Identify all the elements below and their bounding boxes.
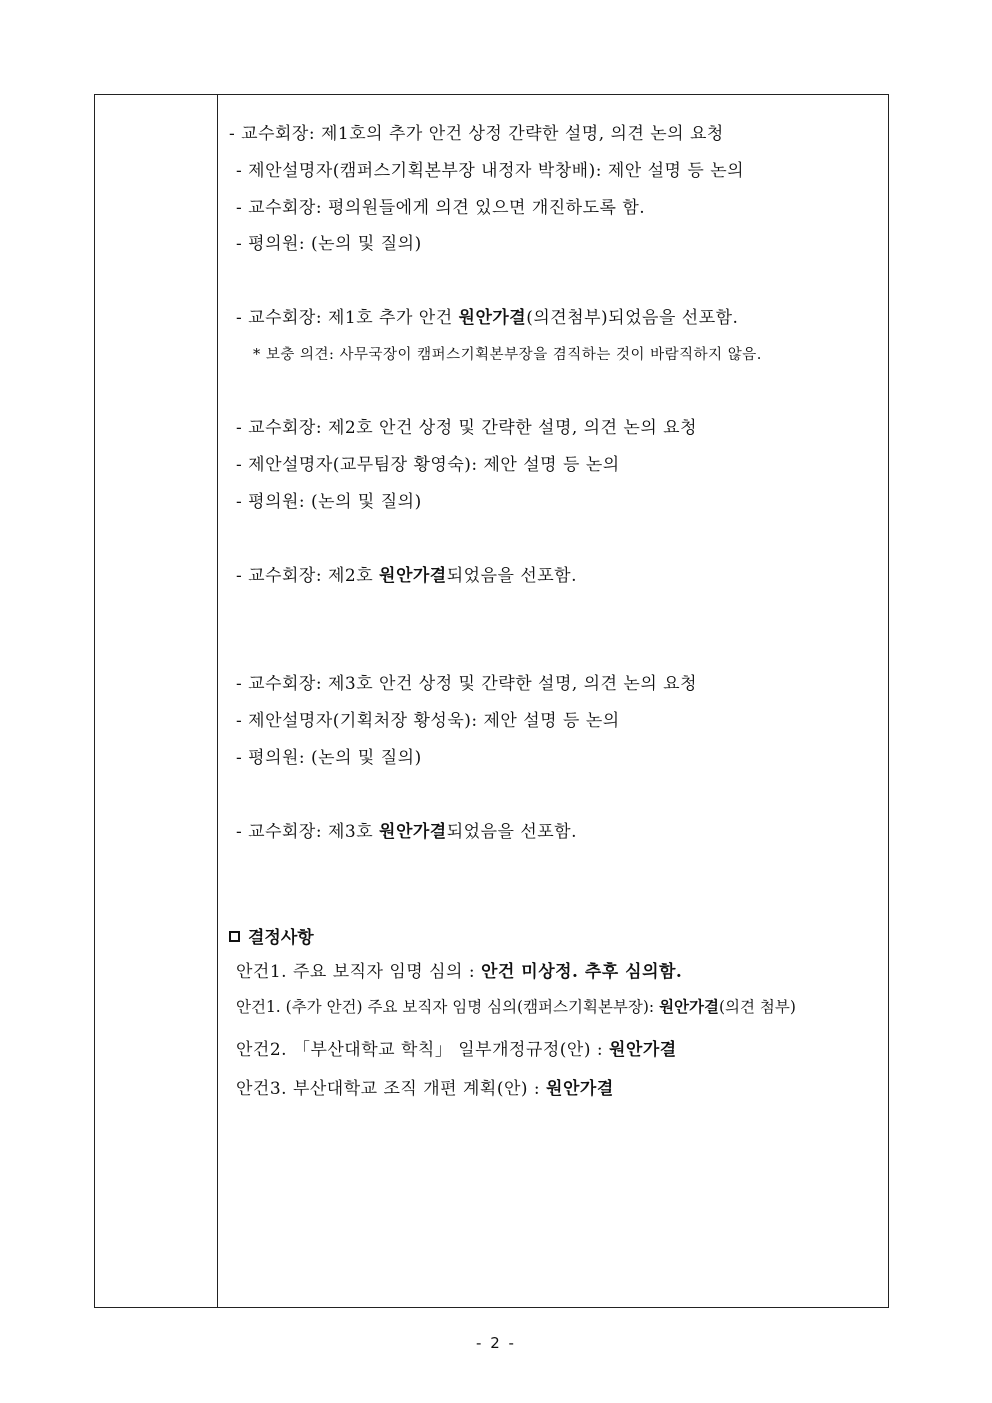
minute-line: - 제안설명자(기획처장 황성욱): 제안 설명 등 논의 bbox=[236, 711, 620, 731]
page-number: - 2 - bbox=[476, 1334, 516, 1352]
minute-line-resolution bbox=[236, 817, 577, 842]
minute-line: - 교수회장: 제3호 안건 상정 및 간략한 설명, 의견 논의 요청 bbox=[236, 674, 698, 694]
minutes-table bbox=[94, 94, 889, 1308]
resolution-result: 원안가결 bbox=[379, 566, 447, 586]
minute-line-resolution bbox=[236, 561, 577, 586]
minute-line-resolution bbox=[236, 303, 738, 328]
decision-agenda: 안건1. (추가 안건) 주요 보직자 임명 심의(캠퍼스기획본부장): bbox=[236, 998, 660, 1016]
minute-line: - 평의원: (논의 및 질의) bbox=[236, 492, 422, 512]
decision-item bbox=[236, 995, 796, 1017]
minute-line: - 평의원: (논의 및 질의) bbox=[236, 234, 422, 254]
minute-line: - 제안설명자(캠퍼스기획본부장 내정자 박창배): 제안 설명 등 논의 bbox=[236, 161, 745, 181]
minute-line: - 제안설명자(교무팀장 황영숙): 제안 설명 등 논의 bbox=[236, 455, 620, 475]
minute-text: 되었음을 선포함. bbox=[446, 566, 577, 586]
minute-line: - 교수회장: 평의원들에게 의견 있으면 개진하도록 함. bbox=[236, 198, 646, 218]
minute-text: - 교수회장: 제3호 bbox=[236, 822, 380, 842]
label-cell bbox=[95, 95, 218, 1307]
decision-note: (의견 첨부) bbox=[718, 998, 796, 1016]
decision-item bbox=[236, 1035, 677, 1060]
decision-result: 원안가결 bbox=[546, 1079, 614, 1099]
decision-item bbox=[236, 1074, 614, 1099]
minute-text: (의견첨부)되었음을 선포함. bbox=[526, 308, 739, 328]
minute-line: - 교수회장: 제1호의 추가 안건 상정 간략한 설명, 의견 논의 요청 bbox=[229, 124, 724, 144]
decision-agenda: 안건3. 부산대학교 조직 개편 계획(안) : bbox=[236, 1079, 547, 1099]
decision-item bbox=[236, 957, 682, 982]
decision-result: 안건 미상정. 추후 심의함. bbox=[481, 962, 683, 982]
decision-result: 원안가결 bbox=[608, 1040, 677, 1060]
decision-result: 원안가결 bbox=[659, 997, 719, 1016]
minute-line: - 평의원: (논의 및 질의) bbox=[236, 748, 422, 768]
resolution-result: 원안가결 bbox=[458, 308, 527, 328]
decisions-heading bbox=[229, 923, 314, 948]
decision-agenda: 안건1. 주요 보직자 임명 심의 : bbox=[236, 962, 482, 982]
checkbox-icon bbox=[229, 931, 240, 942]
decision-agenda: 안건2. 「부산대학교 학칙」 일부개정규정(안) : bbox=[236, 1040, 609, 1060]
minute-text: 되었음을 선포함. bbox=[446, 822, 577, 842]
minute-line: - 교수회장: 제2호 안건 상정 및 간략한 설명, 의견 논의 요청 bbox=[236, 418, 698, 438]
minute-text: - 교수회장: 제1호 추가 안건 bbox=[236, 308, 459, 328]
minute-text: - 교수회장: 제2호 bbox=[236, 566, 380, 586]
supplementary-opinion: * 보충 의견: 사무국장이 캠퍼스기획본부장을 겸직하는 것이 바람직하지 않음. bbox=[253, 347, 762, 363]
resolution-result: 원안가결 bbox=[379, 822, 447, 842]
decisions-heading-text: 결정사항 bbox=[248, 928, 314, 948]
content-cell bbox=[219, 95, 888, 1307]
